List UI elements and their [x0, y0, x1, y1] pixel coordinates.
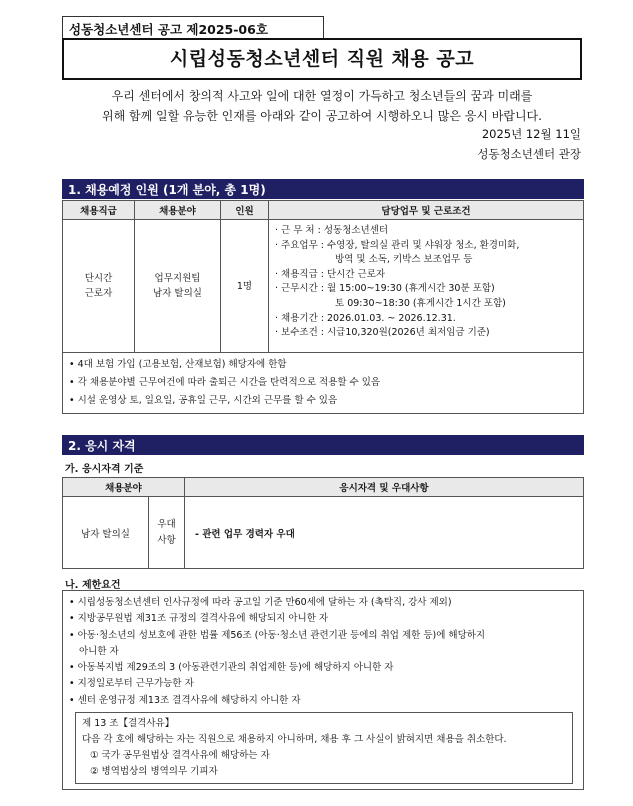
notice-date: 2025년 12월 11일 [481, 127, 581, 141]
notice-number: 성동청소년센터 공고 제2025-06호 [62, 16, 324, 38]
signature: 성동청소년센터 관장 [477, 147, 581, 161]
article-item: ② 병역법상의 병역의무 기피자 [90, 766, 218, 778]
field-cell [135, 220, 221, 353]
note-insurance: • 4대 보험 가입 (고용보험, 산재보험) 해당자에 한함 [69, 359, 287, 370]
col-header-field: 채용분야 [135, 201, 221, 220]
section2-heading: 2. 응시 자격 [62, 435, 584, 455]
article-title: 제 13 조【결격사유】 [82, 718, 175, 730]
subheading-criteria: 가. 응시자격 기준 [65, 464, 144, 475]
col-header-qualification: 응시자격 및 우대사항 [185, 478, 584, 497]
table-row [63, 497, 584, 569]
details-cell [269, 220, 584, 353]
article-item: ① 국가 공무원법상 결격사유에 해당하는 자 [90, 750, 270, 762]
note-weekend-work: • 시설 운영상 토, 일요일, 공휴일 근무, 시간외 근무를 할 수 있음 [69, 395, 338, 406]
detail-workplace: · 근 무 처 : 성동청소년센터 [275, 225, 389, 236]
grade-line-1: 단시간 [84, 273, 113, 284]
pref-line-1: 우대 [157, 518, 176, 530]
col-header-grade: 채용직급 [63, 201, 135, 220]
detail-hours-cont: 토 09:30~18:30 (휴게시간 1시간 포함) [335, 297, 506, 309]
recruitment-table [62, 200, 584, 353]
count-cell: 1명 [221, 220, 269, 353]
restriction-item: • 지방공무원법 제31조 규정의 결격사유에 해당되지 아니한 자 [69, 613, 329, 625]
grade-cell [63, 220, 135, 353]
grade-line-2: 근로자 [84, 288, 113, 299]
intro-line-1: 우리 센터에서 창의적 사고와 일에 대한 열정이 가득하고 청소년들의 꿈과 미래를 [111, 89, 533, 103]
note-flexible-hours: • 각 채용분야별 근무여건에 따라 출퇴근 시간을 탄력적으로 적용할 수 있음 [69, 377, 381, 388]
pref-line-2: 사항 [157, 534, 176, 546]
detail-duties-cont: 방역 및 소독, 키박스 보조업무 등 [335, 254, 473, 266]
detail-hours: · 근무시간 : 월 15:00~19:30 (휴게시간 30분 포함) [275, 283, 495, 295]
restriction-item: • 센터 운영규정 제13조 결격사유에 해당하지 아니한 자 [69, 694, 301, 706]
preference-content-cell: - 관련 업무 경력자 우대 [185, 497, 584, 569]
field-line-2: 남자 탈의실 [153, 288, 202, 299]
col-header-count: 인원 [221, 201, 269, 220]
qualification-table [62, 477, 584, 569]
restriction-item-cont: 아니한 자 [79, 645, 119, 657]
article-13-box [75, 712, 573, 784]
article-body: 다음 각 호에 해당하는 자는 직원으로 채용하지 아니하며, 채용 후 그 사실이 밝혀지면 채용을 취소한다. [82, 734, 507, 746]
detail-duties: · 주요업무 : 수영장, 탈의실 관리 및 샤워장 청소, 환경미화, [275, 239, 520, 251]
table-header-row [63, 201, 584, 220]
page-title: 시립성동청소년센터 직원 채용 공고 [62, 38, 582, 80]
table-row [63, 220, 584, 353]
subheading-restrictions: 나. 제한요건 [65, 580, 121, 591]
section1-notes [62, 352, 584, 414]
col-header-details: 담당업무 및 근로조건 [269, 201, 584, 220]
detail-grade: · 채용직급 : 단시간 근로자 [275, 268, 386, 280]
restriction-item: • 아동·청소년의 성보호에 관한 법률 제56조 (아동·청소년 관련기관 등에의 취업 제한 등)에 해당하지 [69, 629, 486, 641]
restrictions-box [62, 590, 584, 790]
intro-line-2: 위해 함께 일할 유능한 인재를 아래와 같이 공고하여 시행하오니 많은 응시 바랍니다. [102, 109, 542, 123]
table-header-row [63, 478, 584, 497]
detail-pay: · 보수조건 : 시급10,320원(2026년 최저임금 기준) [275, 327, 490, 339]
restriction-item: • 아동복지법 제29조의 3 (아동관련기관의 취업제한 등)에 해당하지 아니한 자 [69, 662, 394, 674]
preference-label-cell [149, 497, 185, 569]
field-line-1: 업무지원팀 [154, 273, 201, 284]
restriction-item: • 시립성동청소년센터 인사규정에 따라 공고일 기준 만60세에 달하는 자 (촉탁직, 강사 제외) [69, 597, 452, 608]
section1-heading: 1. 채용예정 인원 (1개 분야, 총 1명) [62, 179, 584, 199]
restriction-item: • 지정일로부터 근무가능한 자 [69, 678, 194, 690]
detail-period: · 채용기간 : 2026.01.03. ~ 2026.12.31. [275, 312, 456, 324]
col-header-field: 채용분야 [63, 478, 185, 497]
qual-field-cell: 남자 탈의실 [63, 497, 149, 569]
intro-text [52, 86, 592, 126]
